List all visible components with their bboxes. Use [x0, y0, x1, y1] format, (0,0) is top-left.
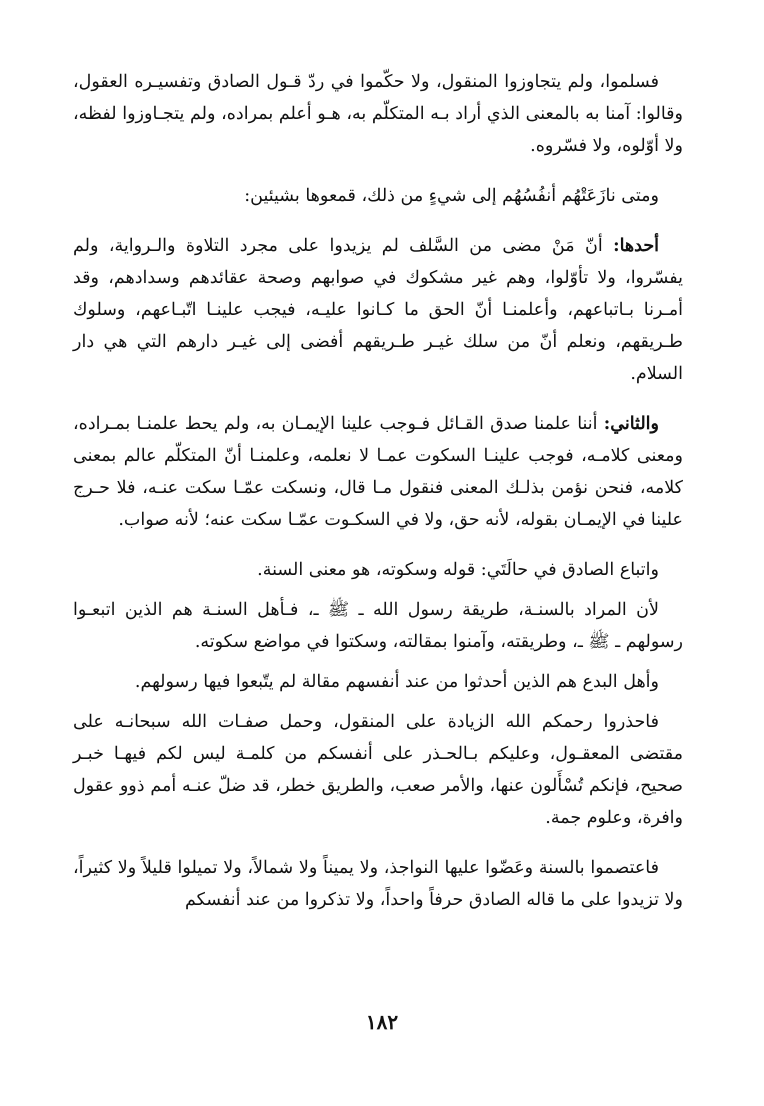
paragraph-meaning-of-sunnah: [73, 554, 683, 586]
paragraph-text: وأهل البدع هم الذين أحدثوا من عند أنفسهم مقالة لم يتّبعوا فيها رسولهم.: [134, 672, 659, 692]
paragraph-second-remedy: [73, 408, 683, 536]
paragraph-people-of-innovation: [73, 666, 683, 698]
book-page-body: [73, 66, 683, 934]
paragraph-warning: [73, 706, 683, 834]
paragraph-lead-first: أحدها:: [613, 236, 659, 256]
paragraph-first-remedy: [73, 230, 683, 390]
page-number: ١٨٢: [365, 1010, 399, 1034]
paragraph-text: فاحذروا رحمكم الله الزيادة على المنقول، وحمل صفـات الله سبحانـه على مقتضى المعقـول، وعليكم بـالحـذر على أنفسكم من كلمـة ليس لكم فيهـا خبـر صحيح، فإنكم تُسْأَلون عنها، والأمر صعب، والطريق خطر، قد ضلّ عنـه أمم ذوو عقول وافرة، وعلوم جمة.: [73, 712, 683, 828]
paragraph-text: ومتى نازَعَتْهُم أنفُسُهُم إلى شيءٍ من ذلك، قمعوها بشيئين:: [244, 186, 659, 206]
paragraph-salaf-submission: [73, 66, 683, 162]
paragraph-lead-second: والثاني:: [603, 414, 659, 434]
paragraph-text: أنّ مَنْ مضى من السَّلف لم يزيدوا على مجرد التلاوة والـرواية، ولم يفسّروا، ولا تأوّلوا، وهم غير مشكوك في صوابهم وصحة عقائدهم وسدادهم، وقد أمـرنا بـاتباعهم، وأعلمنـا أنّ الحق ما كـانوا عليـه، فيجب علينـا اتّبـاعهم، وسلوك طـريقهم، ونعلم أنّ من سلك غيـر طـريقهم أفضى إلى غيـر دارهم التي هي دار السلام.: [73, 236, 683, 384]
paragraph-text: فاعتصموا بالسنة وعَضّوا عليها النواجذ، ولا يميناً ولا شمالاً، ولا تميلوا قليلاً ولا كثيراً، ولا تزيدوا على ما قاله الصادق حرفاً واحداً، ولا تذكروا من عند أنفسكم: [73, 858, 683, 910]
paragraph-people-of-sunnah: [73, 594, 683, 658]
paragraph-hold-to-sunnah: [73, 852, 683, 916]
paragraph-text: أننا علمنا صدق القـائل فـوجب علينا الإيمـان به، ولم يحط علمنـا بمـراده، ومعنى كلامـه، فوجب علينـا السكوت عمـا لا نعلمه، وعلمنـا أنّ المتكلّم عالم بمعنى كلامه، فنحن نؤمن بذلـك المعنى فنقول مـا قال، ونسكت عمّـا سكت عنـه، فلا حـرج علينا في الإيمـان بقوله، لأنه حق، ولا في السكـوت عمّـا سكت عنه؛ لأنه صواب.: [73, 414, 683, 530]
paragraph-text: فسلموا، ولم يتجاوزوا المنقول، ولا حكّموا في ردّ قـول الصادق وتفسيـره العقول، وقالوا: آمنا به بالمعنى الذي أراد بـه المتكلّم به، هـو أعلم بمراده، ولم يتجـاوزوا لفظه، ولا أوّلوه، ولا فسّروه.: [73, 72, 683, 156]
paragraph-text: لأن المراد بالسنـة، طريقة رسول الله ـ ﷺ ـ، فـأهل السنـة هم الذين اتبعـوا رسولهم ـ ﷺ ـ، وطريقته، وآمنوا بمقالته، وسكتوا في مواضع سكوته.: [73, 600, 683, 652]
paragraph-text: واتباع الصادق في حالَتَي: قوله وسكوته، هو معنى السنة.: [257, 560, 659, 580]
paragraph-two-remedies-intro: [73, 180, 683, 212]
